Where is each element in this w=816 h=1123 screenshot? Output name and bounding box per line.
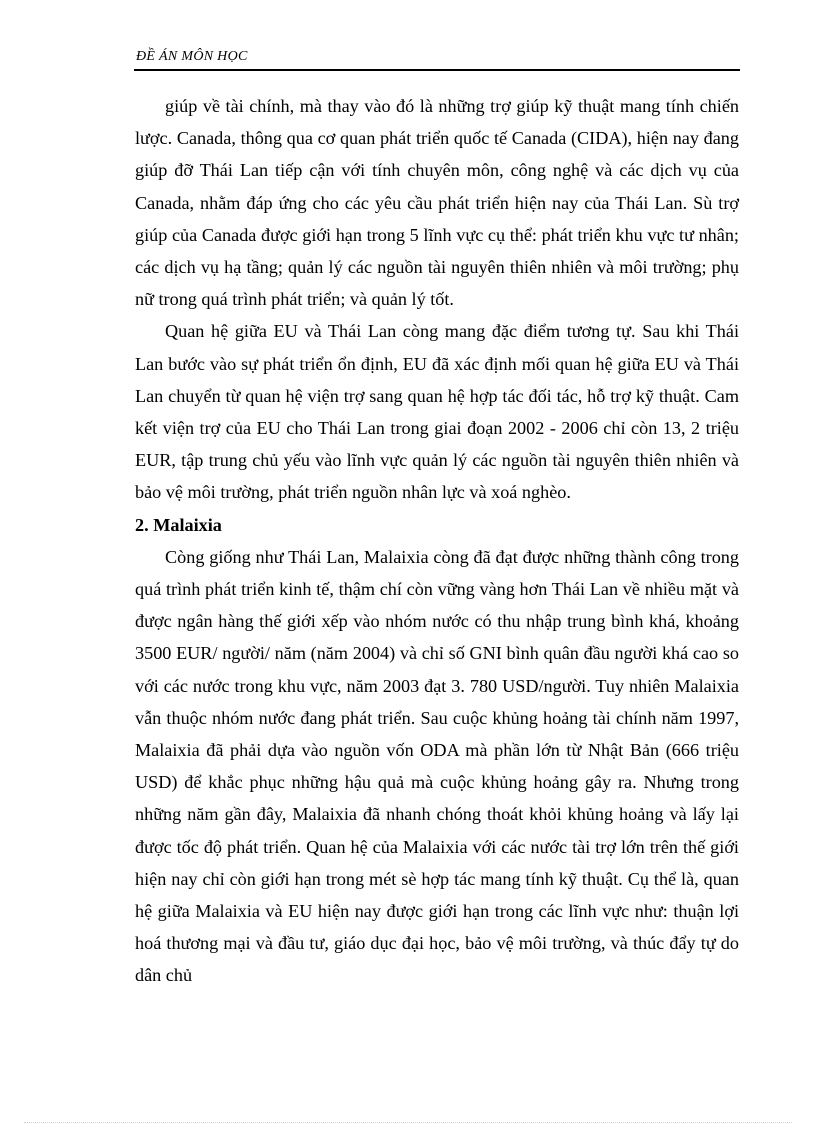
page-content — [135, 90, 739, 992]
paragraph-canada-aid: giúp về tài chính, mà thay vào đó là những trợ giúp kỹ thuật mang tính chiến lược. Canada, thông qua cơ quan phát triển quốc tế Canada (CIDA), hiện nay đang giúp đỡ Thái Lan tiếp cận với tính chuyên môn, công nghệ và các dịch vụ của Canada, nhằm đáp ứng cho các yêu cầu phát triển hiện nay của Thái Lan. Sù trợ giúp của Canada được giới hạn trong 5 lĩnh vực cụ thể: phát triển khu vực tư nhân; các dịch vụ hạ tầng; quản lý các nguồn tài nguyên thiên nhiên và môi trường; phụ nữ trong quá trình phát triển; và quản lý tốt. — [135, 96, 739, 310]
page-header — [134, 49, 740, 71]
paragraph-eu-thailand: Quan hệ giữa EU và Thái Lan còng mang đặc điểm tương tự. Sau khi Thái Lan bước vào sự phát triển ổn định, EU đã xác định mối quan hệ giữa EU và Thái Lan chuyển từ quan hệ viện trợ sang quan hệ hợp tác đối tác, hỗ trợ kỹ thuật. Cam kết viện trợ của EU cho Thái Lan trong giai đoạn 2002 - 2006 chỉ còn 13, 2 triệu EUR, tập trung chủ yếu vào lĩnh vực quản lý các nguồn tài nguyên thiên nhiên và bảo vệ môi trường, phát triển nguồn nhân lực và xoá nghèo. — [135, 321, 739, 503]
section-heading-malaixia: 2. Malaixia — [135, 514, 222, 535]
paragraph-malaixia: Còng giống như Thái Lan, Malaixia còng đã đạt được những thành công trong quá trình phát triển kinh tế, thậm chí còn vững vàng hơn Thái Lan về nhiều mặt và được ngân hàng thế giới xếp vào nhóm nước có thu nhập trung bình khá, khoảng 3500 EUR/ người/ năm (năm 2004) và chỉ số GNI bình quân đầu người khá cao so với các nước trong khu vực, năm 2003 đạt 3. 780 USD/người. Tuy nhiên Malaixia vẫn thuộc nhóm nước đang phát triển. Sau cuộc khủng hoảng tài chính năm 1997, Malaixia đã phải dựa vào nguồn vốn ODA mà phần lớn từ Nhật Bản (666 triệu USD) để khắc phục những hậu quả mà cuộc khủng hoảng gây ra. Nhưng trong những năm gần đây, Malaixia đã nhanh chóng thoát khỏi khủng hoảng và lấy lại được tốc độ phát triển. Quan hệ của Malaixia với các nước tài trợ lớn trên thế giới hiện nay chỉ còn giới hạn trong mét sè hợp tác mang tính kỹ thuật. Cụ thể là, quan hệ giữa Malaixia và EU hiện nay được giới hạn trong các lĩnh vực như: thuận lợi hoá thương mại và đầu tư, giáo dục đại học, bảo vệ môi trường, và thúc đẩy tự do dân chủ — [135, 546, 739, 986]
header-title: ĐỀ ÁN MÔN HỌC — [136, 49, 248, 64]
